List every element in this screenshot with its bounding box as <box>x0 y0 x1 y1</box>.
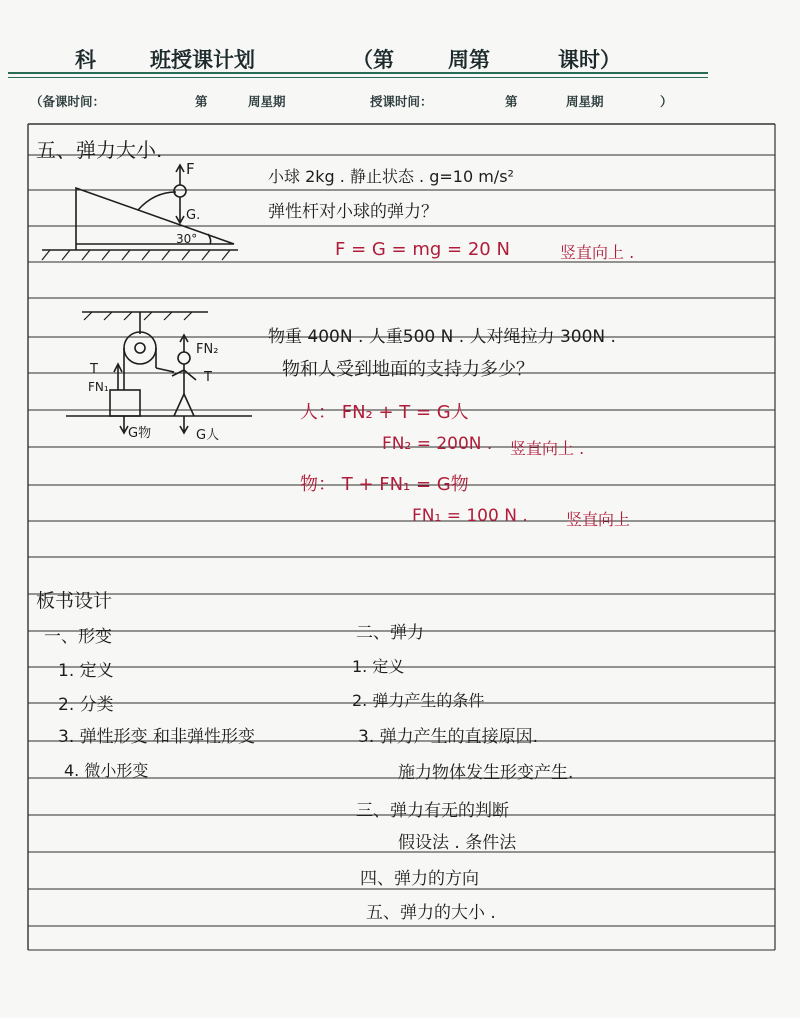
problem1-direction: 竖直向上 . <box>560 243 635 262</box>
header-paren-close: ） <box>660 94 673 109</box>
problem2-question: 物和人受到地面的支持力多少？ <box>282 359 534 380</box>
week-label: 周第 <box>448 47 490 72</box>
board-right-7: 假设法 . 条件法 <box>398 833 517 853</box>
problem2-eq4: FN₁ = 100 N . <box>412 506 528 526</box>
prep-time-label: （备课时间： <box>30 94 106 109</box>
problem2-eq1: 人： FN₂ + T = G人 <box>300 402 469 423</box>
problem2-eq2: FN₂ = 200N . <box>382 434 493 454</box>
problem2-eq3: 物： T + FN₁ = G物 <box>300 474 469 495</box>
board-right-1: 二、弹力 <box>356 623 424 643</box>
board-left-1: 一、形变 <box>44 627 112 647</box>
lesson-label: 课时） <box>558 47 621 72</box>
teach-time-label: 授课时间： <box>370 94 433 109</box>
board-right-4: 3. 弹力产生的直接原因. <box>358 727 539 747</box>
board-left-3: 2. 分类 <box>58 695 114 715</box>
normal-fn2-label: FN₂ <box>196 342 219 357</box>
board-right-8: 四、弹力的方向 <box>360 869 479 889</box>
problem1-answer: F = G = mg = 20 N <box>335 239 510 260</box>
board-right-6: 三、弹力有无的判断 <box>356 801 509 821</box>
week-prefix: （第 <box>352 47 394 72</box>
tension-t-left: T <box>90 362 98 377</box>
board-left-2: 1. 定义 <box>58 661 114 681</box>
problem2-eq2-direction: 竖直向上 . <box>510 439 585 458</box>
problem2-eq4-direction: 竖直向上 <box>566 510 631 529</box>
board-design-heading: 板书设计 <box>36 590 113 612</box>
incline-diagram <box>38 152 248 272</box>
force-g-label: G. <box>186 208 201 223</box>
angle-label: 30° <box>176 232 198 246</box>
board-right-2: 1. 定义 <box>352 657 405 676</box>
problem1-question: 弹性杆对小球的弹力？ <box>268 202 438 222</box>
section-heading: 五、弹力大小. <box>36 138 163 162</box>
board-right-5: 施力物体发生形变产生. <box>398 763 574 783</box>
problem2-text: 物重 400N . 人重500 N . 人对绳拉力 300N . <box>268 327 616 347</box>
normal-fn1-label: FN₁ <box>88 380 109 394</box>
header-divider-thin <box>8 77 708 78</box>
board-left-5: 4. 微小形变 <box>64 761 149 780</box>
subject-label: 科 <box>75 47 96 72</box>
prep-di: 第 <box>195 94 208 109</box>
header-divider <box>8 72 708 74</box>
board-right-9: 五、弹力的大小 . <box>366 903 496 923</box>
board-left-4: 3. 弹性形变 和非弹性形变 <box>58 727 256 747</box>
problem1-text: 小球 2kg . 静止状态 . g=10 m/s² <box>268 167 514 186</box>
teach-week: 周星期 <box>566 94 604 109</box>
prep-week: 周星期 <box>248 94 286 109</box>
plan-title: 班授课计划 <box>150 47 255 72</box>
force-f-label: F <box>186 160 195 178</box>
weight-obj-label: G物 <box>128 426 152 441</box>
tension-t-right: T <box>204 370 212 385</box>
board-right-3: 2. 弹力产生的条件 <box>352 691 485 710</box>
teach-di: 第 <box>505 94 518 109</box>
weight-person-label: G人 <box>196 428 220 443</box>
